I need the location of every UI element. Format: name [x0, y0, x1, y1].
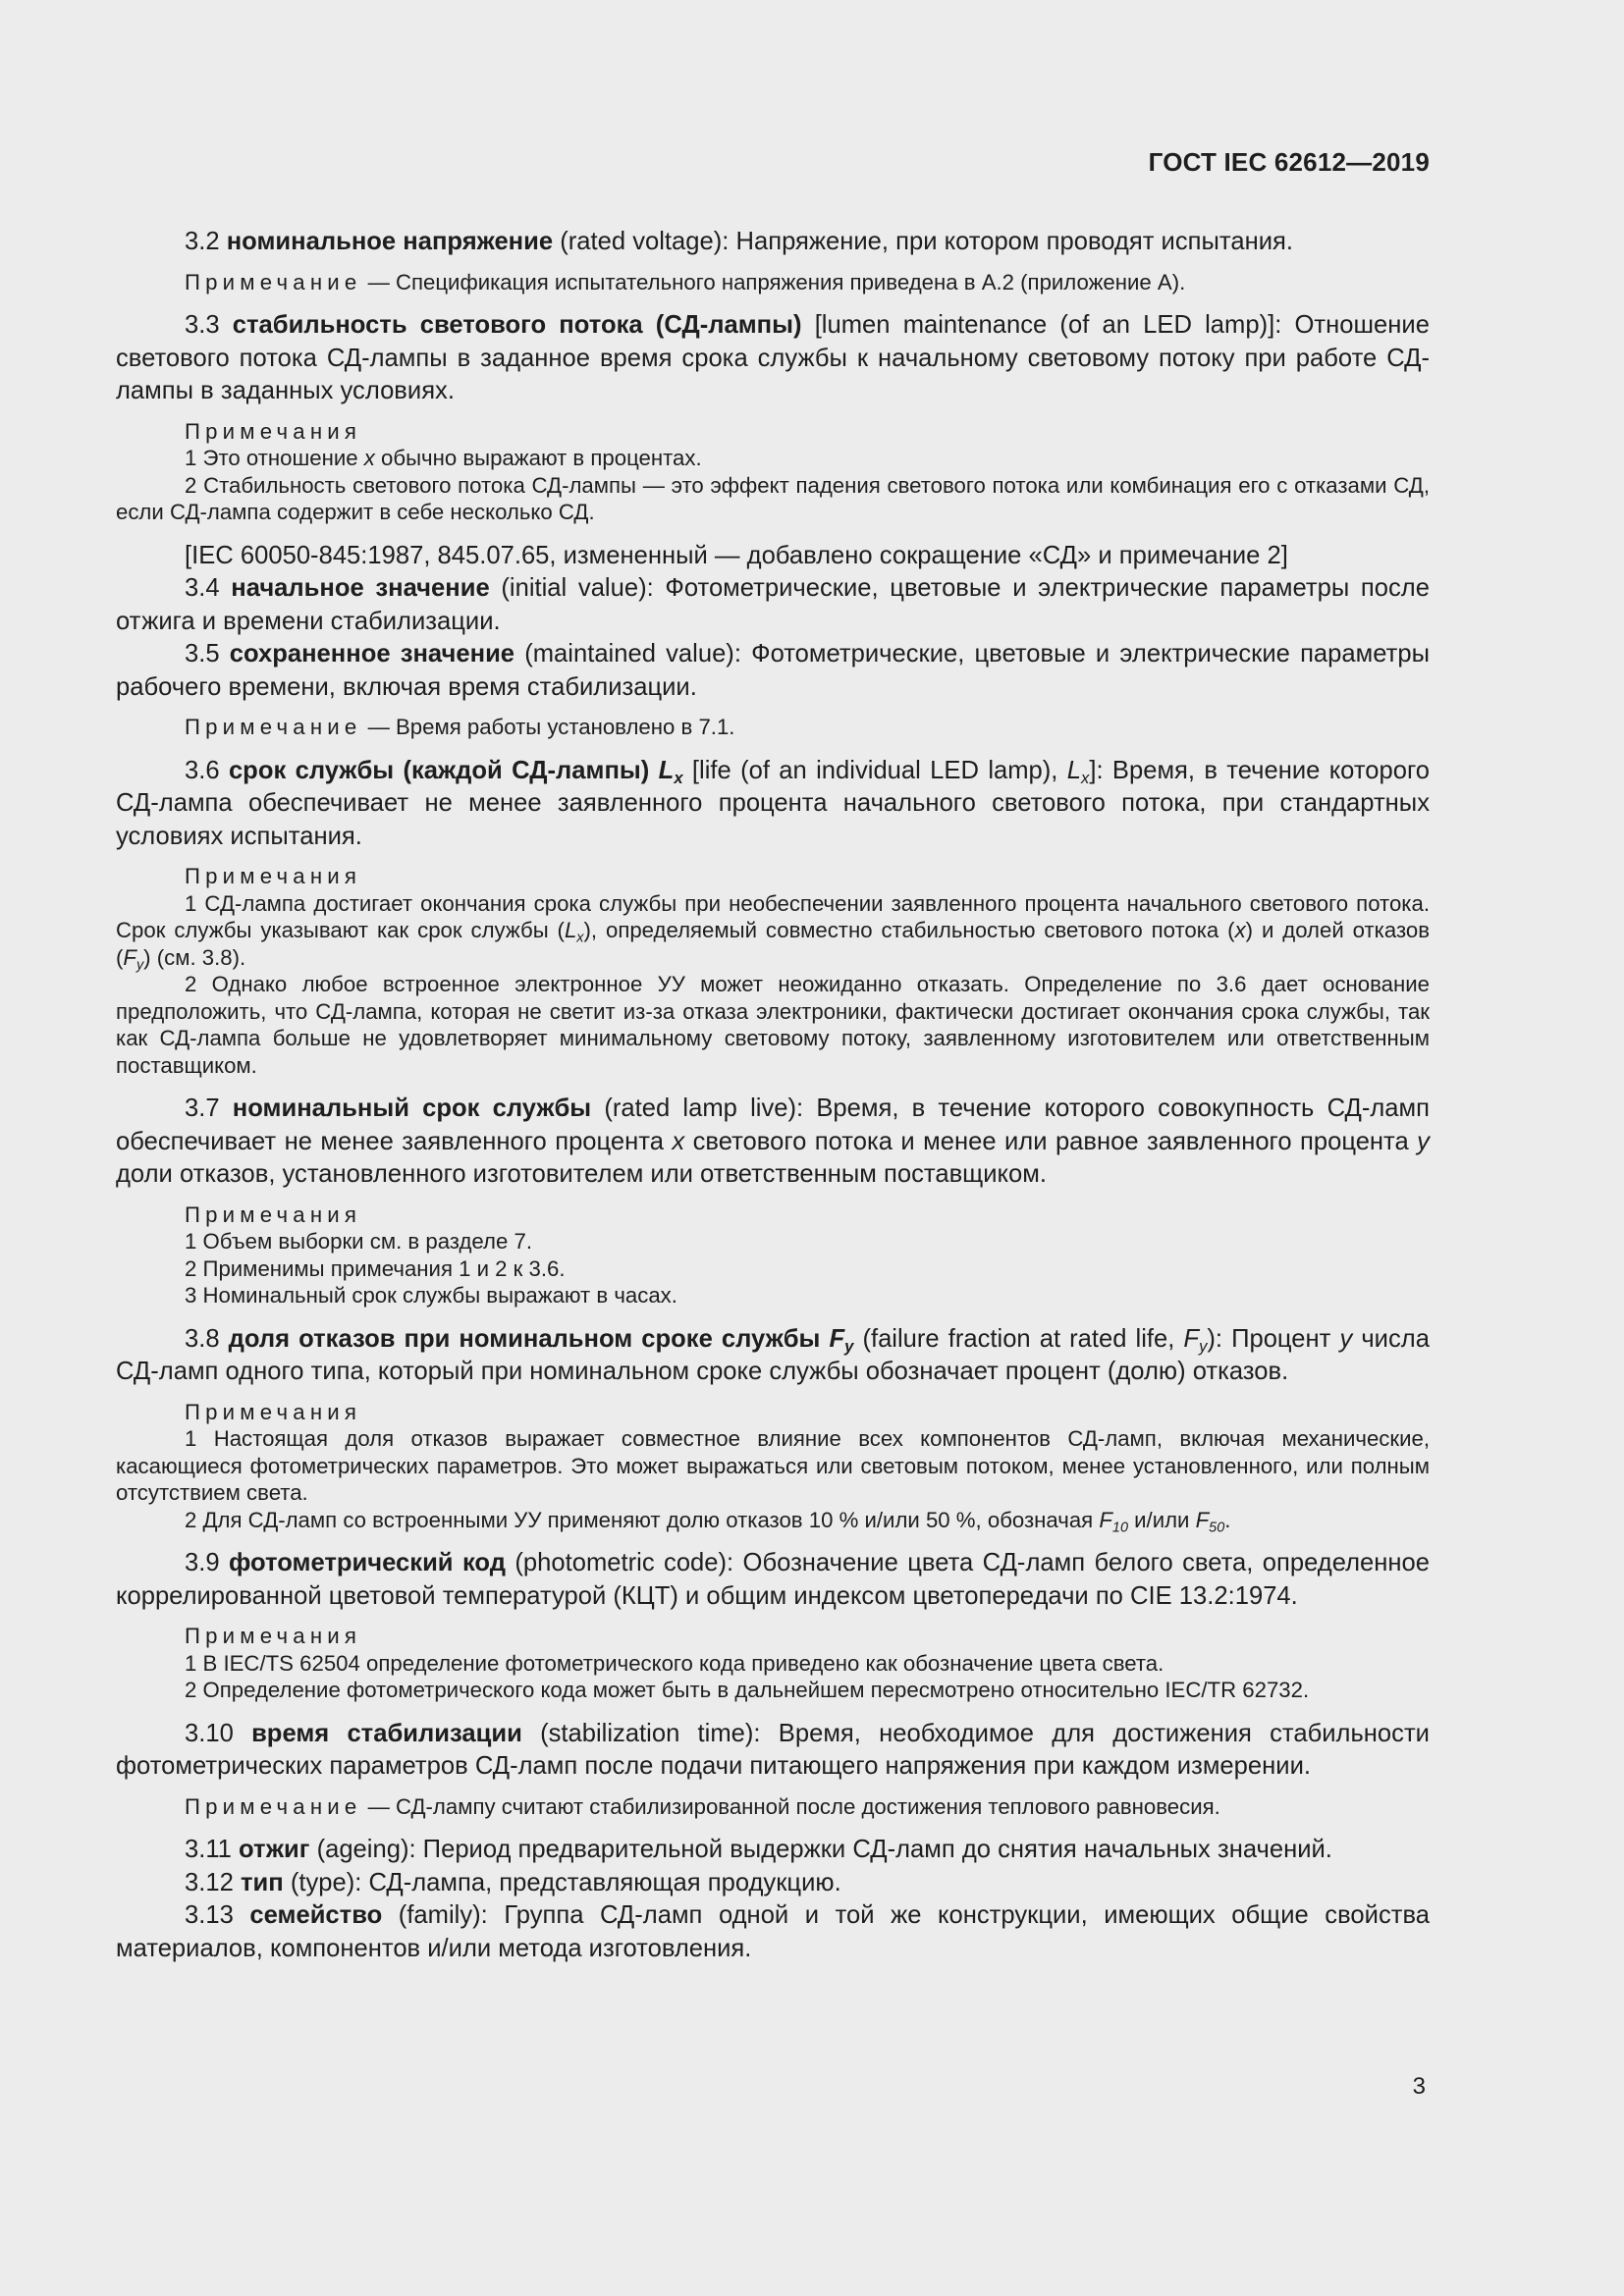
term-number: 3.11	[185, 1836, 232, 1863]
inline-symbol	[1099, 1507, 1128, 1535]
symbol-subscript: 10	[1111, 1519, 1128, 1535]
symbol-letter: F	[1195, 1507, 1210, 1532]
note-3-8-1: 1 Настоящая доля отказов выражает совместное влияние всех компонентов СД-ламп, включая механические, касающиеся фотометрических параметров. Это может выражаться или световым потоком, менее установленного, или полным отсутствием света.	[116, 1426, 1430, 1505]
term-definition: (failure fraction at rated life,	[862, 1324, 1175, 1353]
note-text: ), определяемый совместно стабильностью светового потока (	[583, 918, 1235, 942]
term-definition: (initial value): Фотометрические, цветовые и электрические параметры после отжига и времени стабилизации.	[116, 574, 1430, 635]
notes-heading: Примечания	[185, 418, 362, 444]
note-3-9-1: 1 В IEC/TS 62504 определение фотометрического кода приведено как обозначение цвета света.	[185, 1650, 1164, 1676]
term-definition: [lumen maintenance (of an LED lamp)]: Отношение светового потока СД-лампы в заданное время срока службы к начальному световому потоку при работе СД-лампы в заданных условиях.	[116, 311, 1430, 404]
term-3-2	[116, 226, 1430, 259]
term-name: начальное значение	[231, 574, 490, 602]
symbol-subscript: y	[844, 1336, 854, 1356]
variable: x	[363, 446, 375, 470]
term-definition: (maintained value): Фотометрические, цветовые и электрические параметры рабочего времени, включая время стабилизации.	[116, 640, 1430, 701]
variable: y	[1417, 1127, 1430, 1155]
term-definition: числа СД-ламп одного типа, который при номинальном сроке службы обозначает процент (долю) отказов.	[116, 1324, 1430, 1385]
term-definition: ): Процент	[1207, 1324, 1331, 1353]
note-3-6-2: 2 Однако любое встроенное электронное УУ может неожиданно отказать. Определение по 3.6 дает основание предположить, что СД-лампа, которая не светит из-за отказа электроники, фактически достигает окончания срока службы, так как СД-лампа больше не удовлетворяет минимальному световому потоку, заявленному изготовителем или ответственным поставщиком.	[116, 972, 1430, 1078]
note-3-7-2: 2 Применимы примечания 1 и 2 к 3.6.	[185, 1255, 566, 1281]
term-definition: доли отказов, установленного изготовителем или ответственным поставщиком.	[116, 1160, 1047, 1188]
symbol-letter: F	[1099, 1507, 1112, 1532]
term-definition: ]: Время, в течение которого СД-лампа обеспечивает не менее заявленного процента начального светового потока, при стандартных условиях испытания.	[116, 756, 1431, 850]
term-symbol	[829, 1324, 854, 1356]
note-text: .	[1224, 1507, 1231, 1532]
term-number: 3.9	[185, 1549, 220, 1576]
term-number: 3.7	[185, 1095, 220, 1122]
symbol-letter: L	[1066, 756, 1082, 784]
symbol-letter: F	[829, 1324, 845, 1353]
term-name: время стабилизации	[251, 1719, 522, 1747]
term-number: 3.5	[185, 640, 220, 667]
term-3-12	[116, 1867, 1430, 1900]
note-text: 1 Это отношение	[185, 446, 358, 470]
term-name: тип	[240, 1868, 284, 1896]
note-label: Примечание	[185, 1793, 362, 1819]
note-text: и/или	[1134, 1507, 1190, 1532]
variable: x	[672, 1127, 685, 1155]
note-label: Примечание	[185, 269, 362, 294]
term-3-9	[116, 1547, 1430, 1613]
term-3-4	[116, 572, 1430, 638]
term-definition: светового потока и менее или равное заявленного процента	[692, 1127, 1409, 1155]
term-name: стабильность светового потока (СД-лампы)	[232, 311, 802, 339]
symbol-letter: F	[123, 944, 136, 970]
term-number: 3.10	[185, 1719, 234, 1747]
term-3-5	[116, 638, 1430, 704]
note-label: Примечание	[185, 715, 362, 739]
term-name: семейство	[249, 1901, 383, 1929]
term-3-6	[116, 755, 1430, 854]
document-header: ГОСТ IEC 62612—2019	[1148, 147, 1430, 177]
note-3-10	[116, 1793, 1430, 1821]
inline-symbol	[564, 918, 584, 946]
term-definition: (rated voltage): Напряжение, при котором проводят испытания.	[560, 228, 1293, 255]
term-definition: (family): Группа СД-ламп одной и той же конструкции, имеющих общие свойства материалов, компонентов и/или метода изготовления.	[116, 1901, 1430, 1962]
term-name: отжиг	[239, 1836, 310, 1863]
term-definition: (ageing): Период предварительной выдержки СД-ламп до снятия начальных значений.	[316, 1836, 1332, 1863]
symbol-subscript: 50	[1209, 1519, 1225, 1535]
note-3-3-2: 2 Стабильность светового потока СД-лампы — это эффект падения светового потока или комбинация его с отказами СД, если СД-лампа содержит в себе несколько СД.	[116, 472, 1430, 524]
note-3-2	[116, 269, 1430, 296]
term-3-10	[116, 1718, 1430, 1784]
term-3-11	[116, 1834, 1430, 1867]
note-text: — СД-лампу считают стабилизированной после достижения теплового равновесия.	[367, 1793, 1220, 1819]
variable: y	[1339, 1324, 1353, 1353]
note-3-3-1	[116, 445, 1430, 472]
notes-heading: Примечания	[185, 1399, 362, 1424]
symbol-subscript: x	[674, 768, 683, 787]
notes-heading: Примечания	[185, 1201, 362, 1227]
symbol-subscript: x	[576, 930, 584, 946]
note-text: — Время работы установлено в 7.1.	[367, 715, 735, 739]
term-3-3-source: [IEC 60050-845:1987, 845.07.65, измененный — добавлено сокращение «СД» и примечание 2]	[185, 541, 1288, 569]
term-number: 3.2	[185, 228, 220, 255]
symbol-letter: L	[564, 918, 577, 942]
inline-symbol	[123, 944, 144, 973]
note-text: ) и долей отказов (	[116, 918, 1431, 970]
symbol-subscript: y	[135, 956, 144, 973]
term-definition: (type): СД-лампа, представляющая продукцию.	[290, 1868, 841, 1896]
symbol-subscript: y	[1199, 1336, 1208, 1356]
note-3-7-3: 3 Номинальный срок службы выражают в часах.	[185, 1283, 677, 1308]
term-symbol	[658, 756, 683, 787]
term-name: фотометрический код	[229, 1549, 506, 1576]
inline-symbol	[1195, 1507, 1225, 1535]
term-number: 3.8	[185, 1324, 220, 1353]
note-3-9-2: 2 Определение фотометрического кода может быть в дальнейшем пересмотрено относительно IEC/TR 62732.	[185, 1678, 1310, 1702]
term-definition: [life (of an individual LED lamp),	[691, 756, 1058, 784]
inline-symbol	[1066, 756, 1090, 787]
term-number: 3.13	[185, 1901, 234, 1929]
note-text: обычно выражают в процентах.	[381, 446, 702, 470]
term-definition: (photometric code): Обозначение цвета СД-ламп белого света, определенное коррелированной цветовой температурой (КЦТ) и общим индексом цветопередачи по CIE 13.2:1974.	[116, 1549, 1430, 1610]
term-3-8	[116, 1323, 1430, 1389]
term-number: 3.3	[185, 311, 220, 339]
term-3-3	[116, 309, 1430, 408]
document-body	[116, 147, 1430, 1965]
note-text: — Спецификация испытательного напряжения приведена в А.2 (приложение А).	[367, 269, 1186, 294]
note-text: ) (см. 3.8).	[143, 944, 246, 970]
inline-symbol	[1183, 1324, 1208, 1356]
symbol-letter: L	[658, 756, 675, 784]
variable: x	[1234, 918, 1246, 942]
term-name: номинальное напряжение	[226, 228, 554, 255]
term-number: 3.4	[185, 574, 220, 602]
term-name: номинальный срок службы	[232, 1095, 592, 1122]
notes-heading: Примечания	[185, 1624, 362, 1648]
term-name: срок службы (каждой СД-лампы)	[228, 756, 650, 784]
term-number: 3.6	[185, 756, 220, 784]
note-text: 2 Для СД-ламп со встроенными УУ применяют долю отказов 10 % и/или 50 %, обозначая	[185, 1507, 1094, 1532]
term-definition: (rated lamp live): Время, в течение которого совокупность СД-ламп обеспечивает не менее заявленного процента	[116, 1095, 1430, 1155]
term-number: 3.12	[185, 1868, 234, 1896]
notes-heading: Примечания	[185, 864, 362, 888]
note-text: 1 СД-лампа достигает окончания срока службы при необеспечении заявленного процента начального светового потока. Срок службы указывают как срок службы (	[116, 890, 1430, 942]
term-3-7	[116, 1093, 1430, 1192]
note-3-6-1	[116, 890, 1430, 972]
term-definition: (stabilization time): Время, необходимое для достижения стабильности фотометрических параметров СД-ламп после подачи питающего напряжения при каждом измерении.	[116, 1719, 1430, 1780]
page-number: 3	[1412, 2073, 1426, 2100]
term-name: доля отказов при номинальном сроке службы	[228, 1324, 821, 1353]
term-3-13	[116, 1899, 1430, 1965]
note-3-7-1: 1 Объем выборки см. в разделе 7.	[185, 1229, 532, 1254]
symbol-letter: F	[1183, 1324, 1200, 1353]
symbol-subscript: x	[1081, 768, 1090, 787]
note-3-5	[116, 714, 1430, 741]
term-name: сохраненное значение	[229, 640, 515, 667]
note-3-8-2	[116, 1507, 1430, 1534]
